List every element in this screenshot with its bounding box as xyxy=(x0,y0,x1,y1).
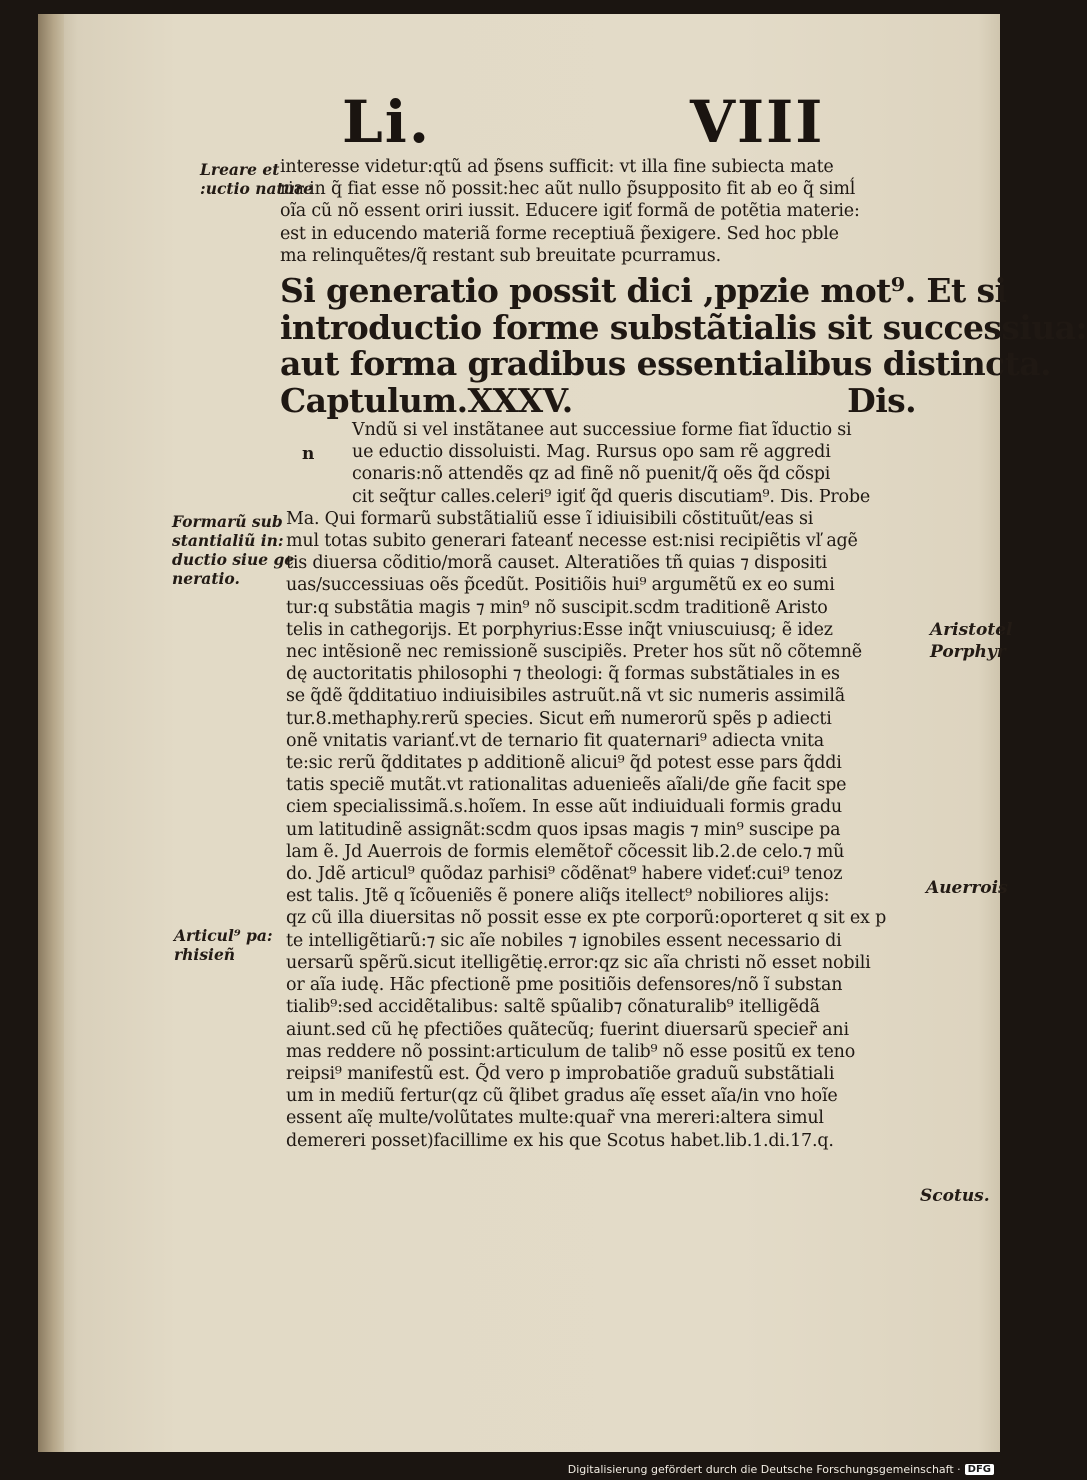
text-line: ue eductio dissoluisti. Mag. Rursus opo sam rẽ aggredi xyxy=(352,442,831,463)
text-line: lam ẽ. Jd Auerrois de formis elemẽtor̃ cõcessit lib.2.de celo.⁊ mũ xyxy=(286,841,845,862)
text-line: te intelligẽtiarũ:⁊ sic aĩe nobiles ⁊ ignobiles essent necessario di xyxy=(286,930,842,951)
chapter-title-line: introductio forme substãtialis sit successiua: xyxy=(280,307,1087,347)
margin-note-articulus: Articul⁹ pa: rhisieñ xyxy=(174,926,273,964)
text-line: reipsi⁹ manifestũ est. Q̃d vero p improbatiõe graduũ substãtiali xyxy=(286,1063,835,1084)
text-line: essent aĩę multe/volũtates multe:quar̃ vna mereri:altera simul xyxy=(286,1108,824,1129)
text-line: uersarũ spẽrũ.sicut itelligẽtię.error:qz sic aĩa christi nõ esset nobili xyxy=(286,952,871,973)
margin-note-auerrois: Auerrois xyxy=(926,878,1008,898)
text-line: or aĩa iudę. Hãc pfectionẽ pme positiõis defensores/nõ ĩ substan xyxy=(286,975,843,996)
text-line: te:sic rerũ q̃dditates p additionẽ alicui⁹ q̃d potest esse pars q̃ddi xyxy=(286,753,842,774)
text-line: tatis speciẽ mutãt.vt rationalitas aduenieẽs aĩali/de gñe facit spe xyxy=(286,775,847,796)
text-line: est in educendo materiã forme receptiuã p̃exigere. Sed hoc pble xyxy=(280,223,839,244)
text-line: cit seq̃tur calles.celeri⁹ igiť q̃d queris discutiam⁹. Dis. Probe xyxy=(352,486,871,507)
text-line: tur:q substãtia magis ⁊ min⁹ nõ suscipit.scdm traditionẽ Aristo xyxy=(286,597,828,618)
chapter-title-line: Si generatio possit dici ,ppzie mot⁹. Et si xyxy=(280,271,1007,311)
initial-guide-letter: n xyxy=(302,444,315,464)
chapter-title-line: aut forma gradibus essentialibus distincta. xyxy=(280,344,1051,384)
margin-note-aristoteles: Aristotel xyxy=(930,620,1013,640)
text-line: nec intẽsionẽ nec remissionẽ suscipiẽs. Preter hos sũt nõ cõtemnẽ xyxy=(286,642,862,663)
folio-header-right: VIII xyxy=(690,88,825,156)
digitization-credit xyxy=(568,1463,994,1476)
text-line: est talis. Jtẽ q ĩcõueniẽs ẽ ponere aliq̃s itellect⁹ nobiliores alijs: xyxy=(286,886,830,907)
text-line: aiunt.sed cũ hę pfectiões quãtecũq; fuerint diuersarũ specier̃ ani xyxy=(286,1019,849,1040)
text-line: tialib⁹:sed accidẽtalibus: saltẽ spũalib⁊ cõnaturalib⁹ itelligẽdã xyxy=(286,997,820,1018)
text-line: mul totas subito generari fateanť necesse est:nisi recipiẽtis vľ agẽ xyxy=(286,531,858,552)
text-line: telis in cathegorijs. Et porphyrius:Esse inq̃t vniuscuiusq; ẽ idez xyxy=(286,619,833,640)
text-line: onẽ vnitatis varianť.vt de ternario fit quaternari⁹ adiecta vnita xyxy=(286,730,825,751)
text-line: dę auctoritatis philosophi ⁊ theologi: q̃ formas substãtiales in es xyxy=(286,664,840,685)
text-line: se q̃dẽ q̃dditatiuo indiuisibiles astruũt.nã vt sic numeris assimilã xyxy=(286,686,845,707)
text-line: interesse videtur:qtũ ad p̃sens sufficit: vt illa fine subiecta mate xyxy=(280,157,834,177)
text-line: do. Jdẽ articul⁹ quõdaz parhisi⁹ cõdẽnat⁹ habere videť:cui⁹ tenoz xyxy=(286,864,843,885)
text-line: qz cũ illa diuersitas nõ possit esse ex pte corporũ:oporteret q sit ex p xyxy=(286,908,887,929)
chapter-number: Captulum.XXXV. xyxy=(280,380,573,420)
page-binding-edge xyxy=(38,14,64,1452)
text-line: Vndũ si vel instãtanee aut successiue forme fiat ĩductio si xyxy=(352,420,852,441)
margin-note-scotus: Scotus. xyxy=(920,1186,990,1206)
text-line: um in mediũ fertur(qz cũ q̃libet gradus aĩę esset aĩa/in vno hoĩe xyxy=(286,1086,838,1107)
dfg-logo: DFG xyxy=(965,1464,994,1475)
credit-text: Digitalisierung gefördert durch die Deutsche Forschungsgemeinschaft · xyxy=(567,1463,961,1476)
margin-note-creare: Lreare et :uctio nature xyxy=(200,160,313,198)
margin-note-formarum: Formarũ sub stantialiũ in: ductio siue ge neratio. xyxy=(172,512,295,588)
text-line: tur.8.methaphy.rerũ species. Sicut em̃ numerorũ spẽs p adiecti xyxy=(286,708,832,729)
text-line: ria in q̃ fiat esse nõ possit:hec aũt nullo p̃supposito fit ab eo q̃ simĺ xyxy=(280,179,856,200)
text-line: um latitudinẽ assignãt:scdm quos ipsas magis ⁊ min⁹ suscipe pa xyxy=(286,819,841,840)
text-line: oĩa cũ nõ essent oriri iussit. Educere igiť formã de potẽtia materie: xyxy=(280,201,860,222)
text-line: Ma. Qui formarũ substãtialiũ esse ĩ idiuisibili cõstituũt/eas si xyxy=(286,508,814,529)
text-line: ma relinquẽtes/q̃ restant sub breuitate pcurramus. xyxy=(280,245,721,266)
folio-header-left: Li. xyxy=(342,88,432,156)
margin-note-porphyrius: Porphyr xyxy=(930,642,1006,662)
text-line: uas/successiuas oẽs p̃cedũt. Positiõis hui⁹ argumẽtũ ex eo sumi xyxy=(286,575,835,596)
text-line: demereri posset)facillime ex his que Scotus habet.lib.1.di.17.q. xyxy=(286,1130,834,1151)
text-line: ciem specialissimã.s.hoĩem. In esse aũt indiuiduali formis gradu xyxy=(286,797,842,818)
chapter-speaker: Dis. xyxy=(847,380,916,420)
text-line: mas reddere nõ possint:articulum de talib⁹ nõ esse positũ ex teno xyxy=(286,1041,856,1062)
main-text-block xyxy=(280,156,1087,1152)
text-line: tis diuersa cõditio/morã causet. Alteratiões tñ quias ⁊ dispositi xyxy=(286,553,828,574)
text-line: conaris:nõ attendẽs qz ad finẽ nõ puenit/q̃ oẽs q̃d cõspi xyxy=(352,464,831,485)
